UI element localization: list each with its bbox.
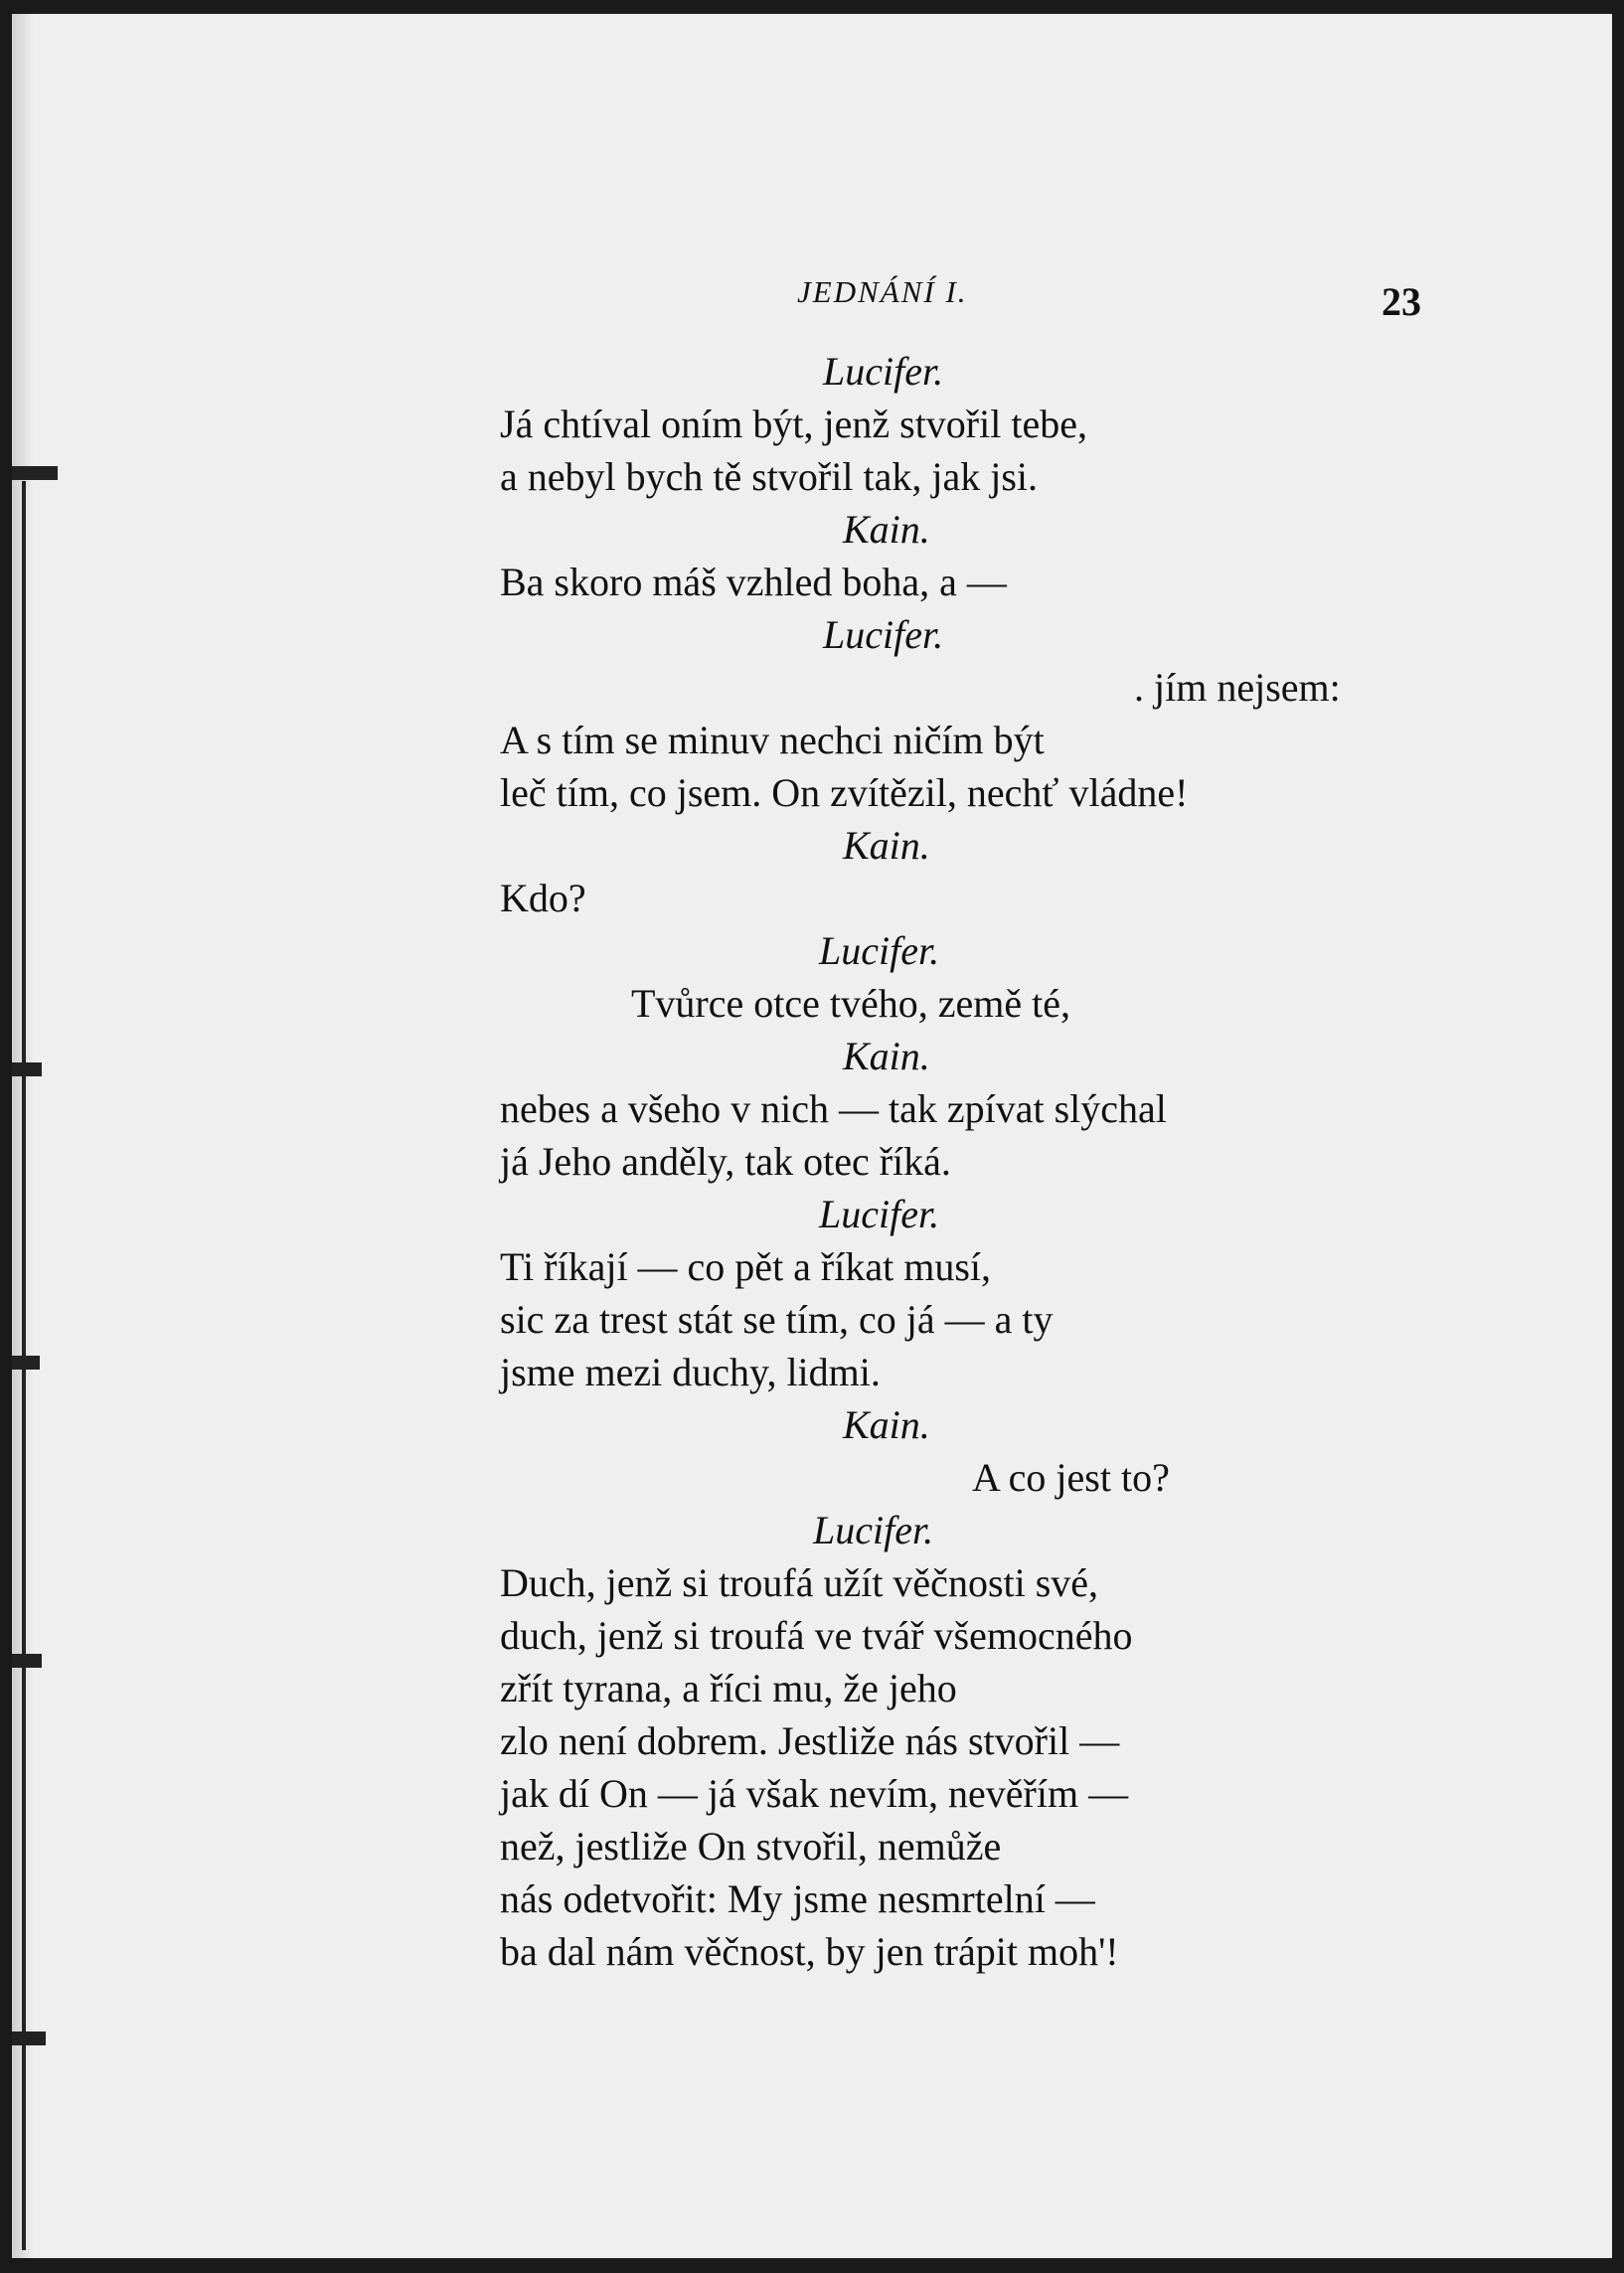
binding-mark <box>12 1062 42 1076</box>
page-number: 23 <box>1381 279 1421 324</box>
speaker-name: Kain. <box>843 1402 930 1447</box>
verse-line: zlo není dobrem. Jestliže nás stvořil — <box>500 1718 1120 1763</box>
verse-line: já Jeho anděly, tak otec říká. <box>500 1139 951 1184</box>
speaker-name: Kain. <box>843 1034 930 1078</box>
verse-line: jak dí On — já však nevím, nevěřím — <box>500 1771 1129 1816</box>
verse-line: A s tím se minuv nechci ničím být <box>500 718 1045 762</box>
binding-mark <box>12 466 58 480</box>
binding-mark <box>12 2031 46 2045</box>
speaker-name: Lucifer. <box>819 928 940 973</box>
verse-line: jsme mezi duchy, lidmi. <box>500 1350 881 1394</box>
verse-line: ba dal nám věčnost, by jen trápit moh'! <box>500 1929 1119 1974</box>
page-binding-edge <box>12 14 34 2258</box>
verse-line: Ti říkají — co pět a říkat musí, <box>500 1244 992 1289</box>
verse-line: a nebyl bych tě stvořil tak, jak jsi. <box>500 454 1038 499</box>
verse-line: zřít tyrana, a říci mu, že jeho <box>500 1666 957 1710</box>
verse-line: Ba skoro máš vzhled boha, a — <box>500 560 1007 604</box>
verse-line: nebes a všeho v nich — tak zpívat slýchal <box>500 1086 1167 1131</box>
book-page <box>12 14 1612 2258</box>
speaker-name: Kain. <box>843 507 930 552</box>
speaker-name: Lucifer. <box>823 349 944 394</box>
verse-line: duch, jenž si troufá ve tvář všemocného <box>500 1613 1133 1658</box>
verse-line: Kdo? <box>500 876 586 920</box>
verse-line: A co jest to? <box>972 1455 1170 1500</box>
verse-line: leč tím, co jsem. On zvítězil, nechť vládne! <box>500 770 1189 815</box>
verse-line: Duch, jenž si troufá užít věčnosti své, <box>500 1560 1099 1605</box>
running-header: JEDNÁNÍ I. <box>797 274 968 309</box>
verse-line: nás odetvořit: My jsme nesmrtelní — <box>500 1876 1095 1921</box>
speaker-name: Lucifer. <box>813 1508 934 1552</box>
binding-mark <box>12 1654 42 1668</box>
speaker-name: Lucifer. <box>819 1192 940 1236</box>
verse-line: Já chtíval oním být, jenž stvořil tebe, <box>500 402 1087 446</box>
speaker-name: Kain. <box>843 823 930 868</box>
verse-line: než, jestliže On stvořil, nemůže <box>500 1824 1002 1868</box>
binding-mark <box>12 1356 40 1370</box>
verse-line: Tvůrce otce tvého, země té, <box>631 981 1070 1026</box>
verse-line: sic za trest stát se tím, co já — a ty <box>500 1297 1054 1342</box>
verse-line: . jím nejsem: <box>1134 665 1341 710</box>
speaker-name: Lucifer. <box>823 612 944 657</box>
